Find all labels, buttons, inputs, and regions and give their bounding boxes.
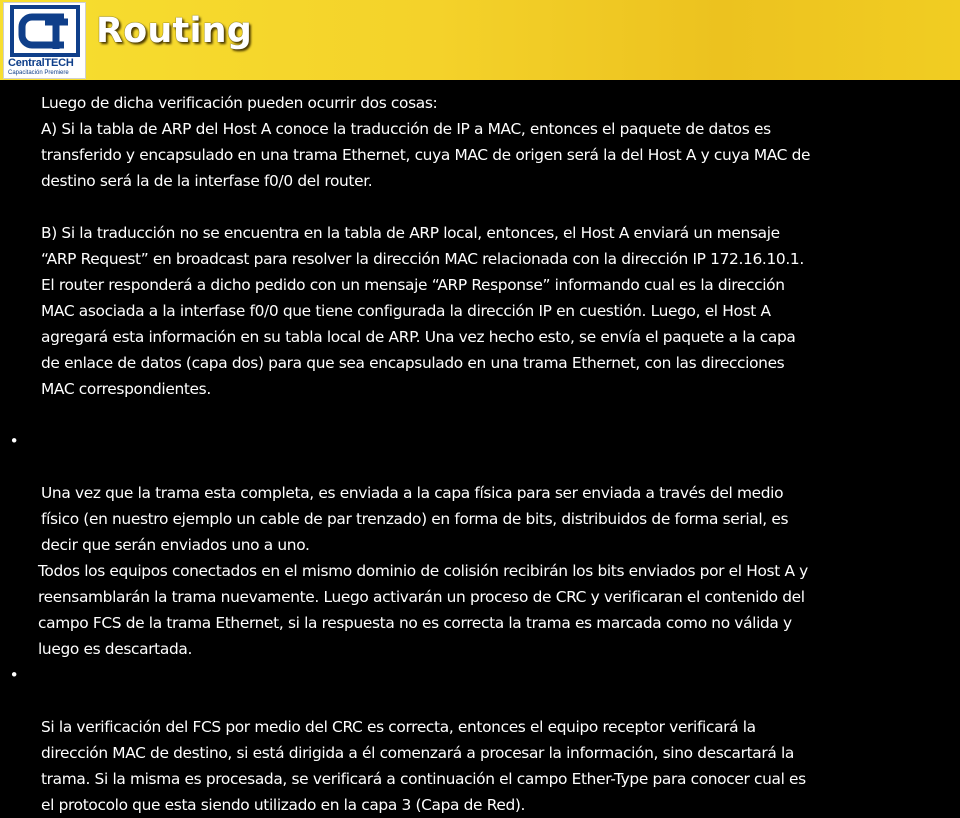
- bullet-item-physical-layer: [0, 428, 960, 558]
- logo-wordmark: CentralTECH: [8, 57, 74, 69]
- centraltech-logo-mark: [10, 5, 80, 57]
- page-title: Routing: [96, 11, 253, 51]
- bullet-icon: •: [9, 432, 19, 450]
- bullet-text: Si la verificación del FCS por medio del CRC es correcta, entonces el equipo receptor verificará la dirección MAC de destino, si está dirigida a él comenzará a procesar la información, sino descartará la trama. Si la misma es procesada, se verificará a continuación el campo Ether-Type para conocer cual es el protocolo que esta siendo utilizado en la capa 3 (Capa de Red).: [41, 718, 806, 814]
- paragraph-arp-request: B) Si la traducción no se encuentra en la tabla de ARP local, entonces, el Host A enviará un mensaje “ARP Request” en broadcast para resolver la dirección MAC relacionada con la dirección IP 172.16.10.1. El router responderá a dicho pedido con un mensaje “ARP Response” informando cual es la dirección MAC asociada a la interfase f0/0 que tiene configurada la dirección IP en cuestión. Luego, el Host A agregará esta información en su tabla local de ARP. Una vez hecho esto, se envía el paquete a la capa de enlace de datos (capa dos) para que sea encapsulado en una trama Ethernet, con las direcciones MAC correspondientes.: [41, 224, 804, 398]
- header-bar: [0, 0, 960, 80]
- centraltech-logo: [3, 2, 86, 79]
- slide-body: [0, 90, 960, 818]
- paragraph-gap: [0, 194, 960, 220]
- paragraph-gap: [0, 402, 960, 428]
- bullet-icon: •: [9, 666, 19, 684]
- paragraph-collision-domain: Todos los equipos conectados en el mismo dominio de colisión recibirán los bits enviados por el Host A y reensamblarán la trama nuevamente. Luego activarán un proceso de CRC y verificaran el contenido del campo FCS de la trama Ethernet, si la respuesta no es correcta la trama es marcada como no válida y luego es descartada.: [38, 562, 808, 658]
- bullet-item-fcs-check: [0, 662, 960, 818]
- paragraph-arp-known: Luego de dicha verificación pueden ocurrir dos cosas: A) Si la tabla de ARP del Host A conoce la traducción de IP a MAC, entonces el paquete de datos es transferido y encapsulado en una trama Ethernet, cuya MAC de origen será la del Host A y cuya MAC de destino será la de la interfase f0/0 del router.: [41, 94, 811, 190]
- logo-tagline: Capacitación Premiere: [8, 70, 69, 76]
- bullet-text: Una vez que la trama esta completa, es enviada a la capa física para ser enviada a través del medio físico (en nuestro ejemplo un cable de par trenzado) en forma de bits, distribuidos de forma serial, es decir que serán enviados uno a uno.: [41, 484, 789, 554]
